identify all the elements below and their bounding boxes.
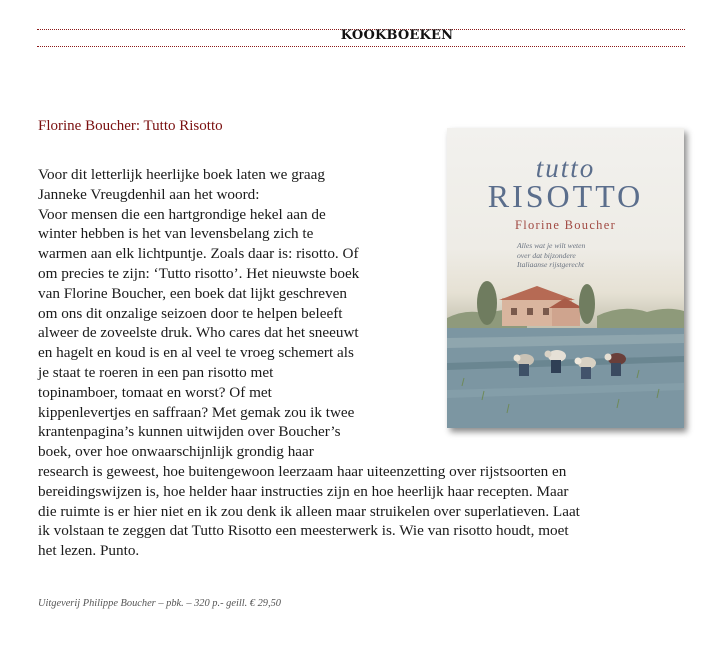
cover-subtitle-line: Italiaanse rijstgerecht <box>517 260 584 269</box>
body-line: winter hebben is het van levensbelang zich te <box>38 225 314 243</box>
cover-subtitle-line: Alles wat je wilt weten <box>517 241 586 250</box>
cover-subtitle-line: over dat bijzondere <box>517 250 576 260</box>
publisher-credit: Uitgeverij Philippe Boucher – pbk. – 320 p.- geill. € 29,50 <box>38 598 281 609</box>
cover-title-line1: tutto <box>535 153 596 183</box>
article-body <box>38 165 580 561</box>
body-line: Janneke Vreugdenhil aan het woord: <box>38 185 260 203</box>
body-line: om ons dit onzalige seizoen door te helpen beleeft <box>38 304 343 322</box>
body-line: boek, over hoe onwaarschijnlijk grondig haar <box>38 443 314 461</box>
body-line: Voor mensen die een hartgrondige hekel aan de <box>38 205 326 223</box>
section-title: KOOKBOEKEN <box>340 28 454 43</box>
body-line: topinamboer, tomaat en worst? Of met <box>38 383 272 401</box>
section-header <box>37 29 685 47</box>
body-line: warmen aan elk lichtpuntje. Zoals daar is: risotto. Of <box>38 245 359 263</box>
body-line: research is geweest, hoe buitengewoon leerzaam haar uiteenzetting over rijstsoorten en <box>38 462 567 480</box>
cover-author: Florine Boucher <box>514 218 617 232</box>
body-line: kippenlevertjes en saffraan? Met gemak zou ik twee <box>38 403 355 421</box>
body-line: je staat te roeren in een pan risotto met <box>38 363 274 381</box>
body-line: het lezen. Punto. <box>38 542 140 560</box>
body-line: krantenpagina’s kunnen uitwijden over Boucher’s <box>38 423 341 441</box>
article-title: Florine Boucher: Tutto Risotto <box>38 118 223 134</box>
body-line: bereidingswijzen is, hoe helder haar instructies zijn en hoe heerlijk haar recepten. Maar <box>38 482 569 500</box>
cover-title-line2: RISOTTO <box>487 178 644 214</box>
body-line: en hagelt en koud is en al veel te vroeg schemert als <box>38 344 354 362</box>
body-line: Voor dit letterlijk heerlijke boek laten we graag <box>38 166 325 183</box>
body-line: om precies te zijn: ‘Tutto risotto’. Het nieuwste boek <box>38 264 360 282</box>
body-line: van Florine Boucher, een boek dat lijkt geschreven <box>38 284 347 302</box>
body-line: die ruimte is er hier niet en ik zou denk ik alleen maar struikelen over superlatieven. Laat <box>38 502 580 520</box>
body-line: alweer de zoveelste druk. Who cares dat het sneeuwt <box>38 324 359 342</box>
body-line: ik volstaan te zeggen dat Tutto Risotto een meesterwerk is. Wie van risotto houdt, moet <box>38 522 569 540</box>
